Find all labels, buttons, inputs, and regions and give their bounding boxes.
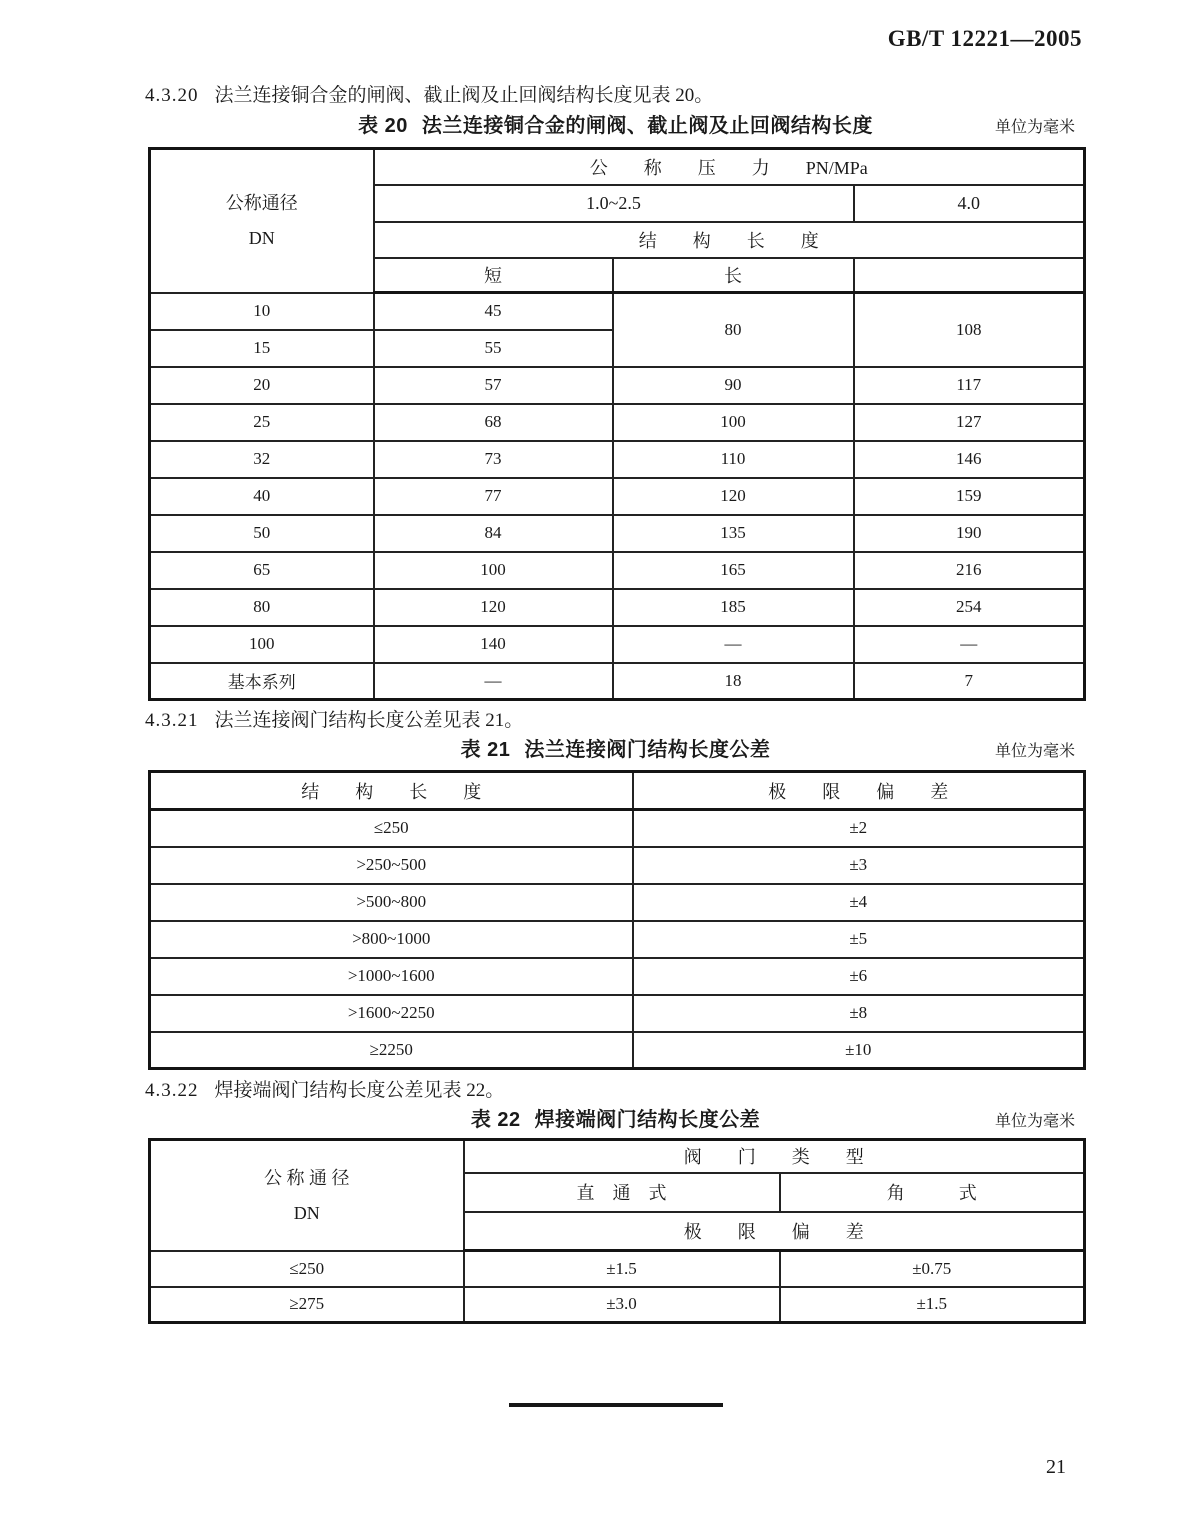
table-row xyxy=(150,367,1085,404)
table20-caption xyxy=(148,109,1083,138)
table-cell: ±3.0 xyxy=(464,1287,780,1323)
table22-caption-label: 表 22 xyxy=(470,1109,521,1131)
table22-caption-row xyxy=(148,1104,1083,1132)
table-22 xyxy=(148,1138,1086,1324)
section-text: 法兰连接阀门结构长度公差见表 21。 xyxy=(214,710,524,731)
table-cell: 10 xyxy=(150,293,374,330)
end-of-document-rule xyxy=(509,1403,723,1407)
section-text: 法兰连接铜合金的闸阀、截止阀及止回阀结构长度见表 20。 xyxy=(214,85,714,106)
table21-header-length: 结 构 长 度 xyxy=(150,772,633,810)
table-cell: ±5 xyxy=(633,921,1085,958)
table-row xyxy=(150,441,1085,478)
table-cell: 7 xyxy=(854,663,1085,700)
table-row xyxy=(150,589,1085,626)
table-cell: 185 xyxy=(613,589,854,626)
table-20 xyxy=(148,147,1086,701)
table21-caption-row xyxy=(148,734,1083,762)
table22-header-angle: 角 式 xyxy=(780,1173,1085,1212)
table-row xyxy=(150,552,1085,589)
table-cell: ±2 xyxy=(633,810,1085,847)
table22-header-valve-type: 阀 门 类 型 xyxy=(464,1140,1085,1173)
dn-abbrev: DN xyxy=(293,1202,320,1223)
section-number: 4.3.22 xyxy=(145,1080,199,1101)
table20-caption-title: 法兰连接铜合金的闸阀、截止阀及止回阀结构长度 xyxy=(421,115,873,137)
table-cell: ±3 xyxy=(633,847,1085,884)
table20-caption-row xyxy=(148,110,1083,138)
table-cell: ±0.75 xyxy=(780,1251,1085,1287)
table20-header-dn xyxy=(150,149,374,293)
table-cell: 20 xyxy=(150,367,374,404)
table-cell: 65 xyxy=(150,552,374,589)
table-cell: 108 xyxy=(854,293,1085,367)
table-cell: 73 xyxy=(374,441,613,478)
table-cell: 135 xyxy=(613,515,854,552)
page-number: 21 xyxy=(1046,1456,1066,1478)
section-4-3-22 xyxy=(145,1075,1085,1102)
table-cell: — xyxy=(374,663,613,700)
table20-caption-label: 表 20 xyxy=(358,115,408,137)
table-row xyxy=(150,515,1085,552)
table-cell: >500~800 xyxy=(150,884,633,921)
section-number: 4.3.20 xyxy=(145,85,199,106)
table20-header-short: 短 xyxy=(374,258,613,293)
table-cell: 100 xyxy=(150,626,374,663)
section-text: 焊接端阀门结构长度公差见表 22。 xyxy=(214,1080,505,1101)
table-row xyxy=(150,1251,1085,1287)
table21-caption xyxy=(148,733,1083,762)
dn-abbrev: DN xyxy=(248,228,275,249)
table-cell: — xyxy=(613,626,854,663)
table-cell: 100 xyxy=(374,552,613,589)
table-cell: 120 xyxy=(374,589,613,626)
table-cell: ±1.5 xyxy=(780,1287,1085,1323)
table-cell: 25 xyxy=(150,404,374,441)
table-cell: 216 xyxy=(854,552,1085,589)
table-row xyxy=(150,884,1085,921)
table-row xyxy=(150,293,1085,330)
table20-header-long: 长 xyxy=(613,258,854,293)
table-cell: ±8 xyxy=(633,995,1085,1032)
table-row xyxy=(150,921,1085,958)
table-cell: 110 xyxy=(613,441,854,478)
table-row xyxy=(150,847,1085,884)
table-cell: 120 xyxy=(613,478,854,515)
table20-header-p-high: 4.0 xyxy=(854,185,1085,222)
table20-unit-label: 单位为毫米 xyxy=(994,119,1075,136)
table-cell: 45 xyxy=(374,293,613,330)
table-cell: ≤250 xyxy=(150,1251,464,1287)
table-row xyxy=(150,626,1085,663)
table21-header-deviation: 极 限 偏 差 xyxy=(633,772,1085,810)
table21-caption-label: 表 21 xyxy=(460,739,511,761)
table-cell: 146 xyxy=(854,441,1085,478)
table-cell: 254 xyxy=(854,589,1085,626)
table20-header-empty xyxy=(854,258,1085,293)
table-cell: ≥2250 xyxy=(150,1032,633,1069)
table-cell: 190 xyxy=(854,515,1085,552)
table-row xyxy=(150,1032,1085,1069)
section-4-3-21 xyxy=(145,705,1085,732)
table-cell: 基本系列 xyxy=(150,663,374,700)
table-cell: 127 xyxy=(854,404,1085,441)
section-number: 4.3.21 xyxy=(145,710,199,731)
table22-caption-title: 焊接端阀门结构长度公差 xyxy=(534,1109,761,1131)
dn-label: 公称通径 xyxy=(225,193,298,214)
table-cell: 15 xyxy=(150,330,374,367)
table-cell: 159 xyxy=(854,478,1085,515)
table-cell: 90 xyxy=(613,367,854,404)
table20-header-length: 结 构 长 度 xyxy=(374,222,1085,258)
table-cell: >800~1000 xyxy=(150,921,633,958)
table-cell: >250~500 xyxy=(150,847,633,884)
table-cell: ±4 xyxy=(633,884,1085,921)
table-cell: — xyxy=(854,626,1085,663)
table22-header-straight: 直 通 式 xyxy=(464,1173,780,1212)
section-4-3-20 xyxy=(145,80,1085,107)
table-cell: 100 xyxy=(613,404,854,441)
table22-header-dn xyxy=(150,1140,464,1251)
table20-header-pressure: 公 称 压 力 PN/MPa xyxy=(374,149,1085,185)
table-row xyxy=(150,478,1085,515)
table-cell: ±1.5 xyxy=(464,1251,780,1287)
table-cell: 18 xyxy=(613,663,854,700)
table-cell: 80 xyxy=(613,293,854,367)
table-cell: 80 xyxy=(150,589,374,626)
table22-caption xyxy=(148,1103,1083,1132)
table-cell: 32 xyxy=(150,441,374,478)
table-row xyxy=(150,1287,1085,1323)
table22-unit-label: 单位为毫米 xyxy=(994,1113,1075,1130)
dn-label: 公 称 通 径 xyxy=(264,1167,350,1188)
table-cell: 50 xyxy=(150,515,374,552)
table-row xyxy=(150,810,1085,847)
table-cell: 77 xyxy=(374,478,613,515)
table-cell: ±6 xyxy=(633,958,1085,995)
table20-header-p-low: 1.0~2.5 xyxy=(374,185,854,222)
table-cell: >1000~1600 xyxy=(150,958,633,995)
table-cell: 117 xyxy=(854,367,1085,404)
table22-header-deviation: 极 限 偏 差 xyxy=(464,1212,1085,1251)
table-cell: 140 xyxy=(374,626,613,663)
table21-unit-label: 单位为毫米 xyxy=(994,743,1075,760)
table-21 xyxy=(148,770,1086,1070)
table-cell: 84 xyxy=(374,515,613,552)
table-row xyxy=(150,995,1085,1032)
table-cell: >1600~2250 xyxy=(150,995,633,1032)
standard-number: GB/T 12221—2005 xyxy=(887,26,1082,51)
table-cell: 68 xyxy=(374,404,613,441)
table-cell: 57 xyxy=(374,367,613,404)
table-row xyxy=(150,663,1085,700)
table-row xyxy=(150,958,1085,995)
table-cell: ±10 xyxy=(633,1032,1085,1069)
table-cell: ≥275 xyxy=(150,1287,464,1323)
table-cell: 165 xyxy=(613,552,854,589)
table-cell: 55 xyxy=(374,330,613,367)
table-cell: 40 xyxy=(150,478,374,515)
table21-caption-title: 法兰连接阀门结构长度公差 xyxy=(524,739,771,761)
table-cell: ≤250 xyxy=(150,810,633,847)
table-row xyxy=(150,404,1085,441)
